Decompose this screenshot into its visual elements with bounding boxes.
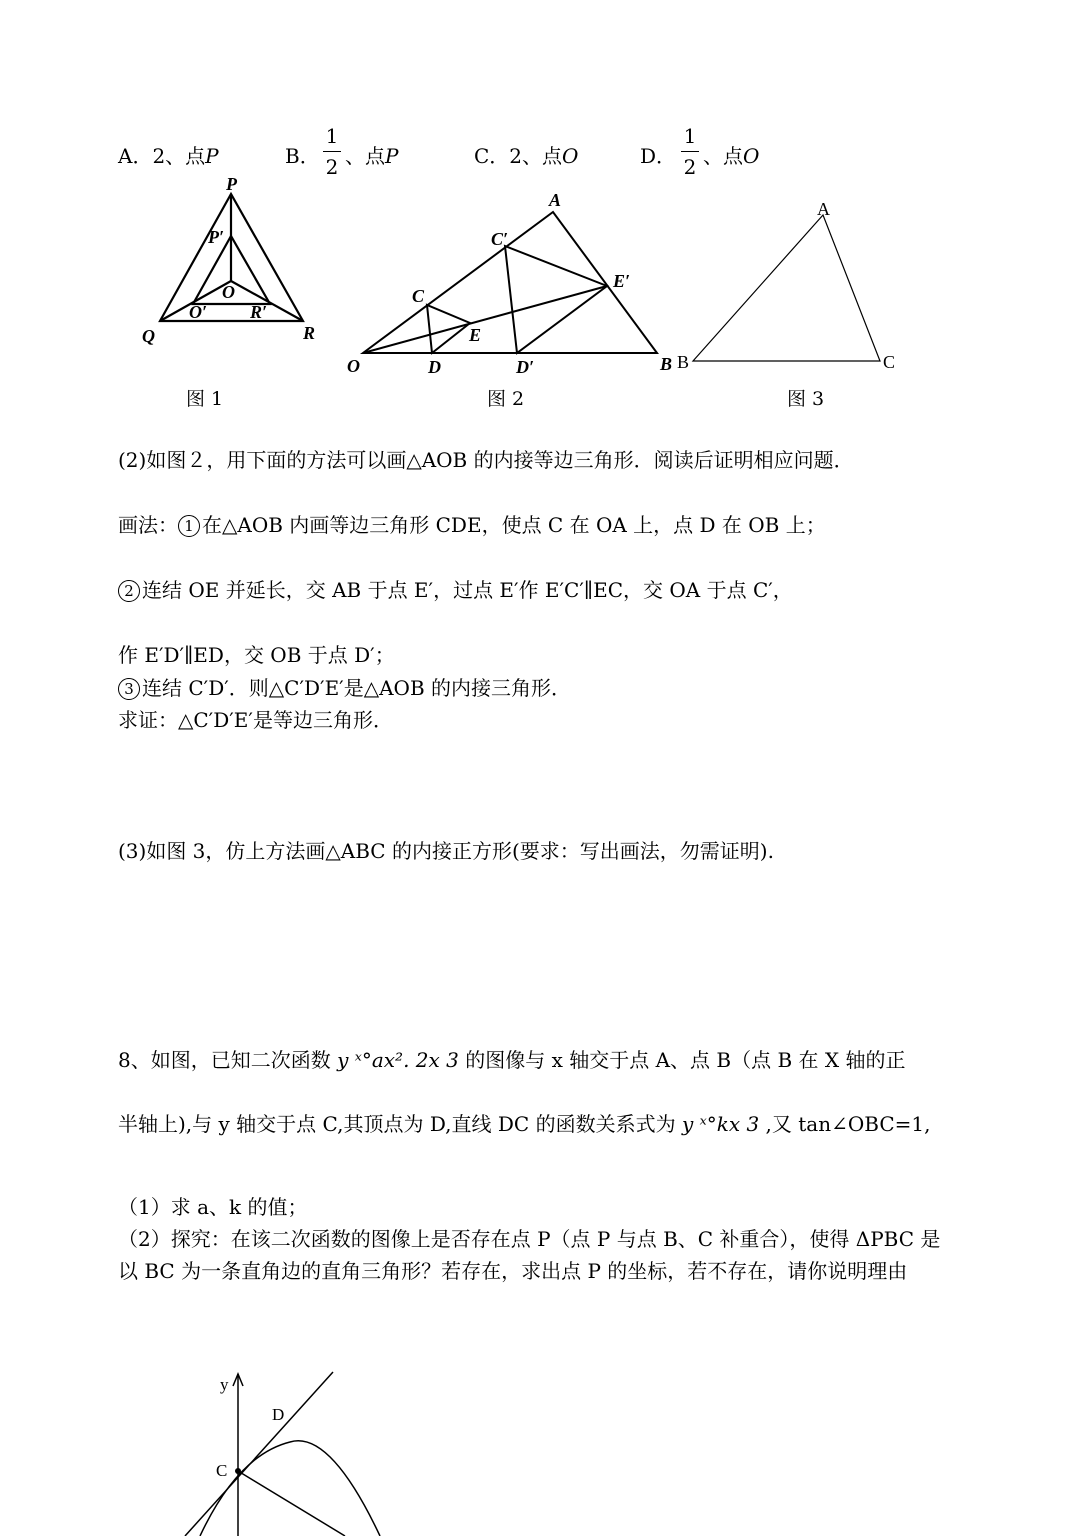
q8-line2-text-b: ,又 tan∠OBC=1,: [765, 1112, 931, 1136]
step1-prefix: 画法：: [118, 513, 178, 537]
graph-label-c: C: [216, 1461, 228, 1480]
part2-prove: 求证：△C′D′E′是等边三角形．: [118, 708, 393, 732]
q8-line1-formula: y ˣ°ax². 2x 3: [337, 1048, 459, 1072]
fig1-label-p: P: [226, 174, 237, 194]
fig1-label-p-prime: P′: [208, 227, 225, 247]
q8-sub2b: 以 BC 为一条直角边的直角三角形？若存在，求出点 P 的坐标，若不存在，请你说明理由: [118, 1259, 908, 1283]
step3-text: 连结 C′D′．则△C′D′E′是△AOB 的内接三角形．: [142, 676, 571, 700]
part3-text: (3)如图 3，仿上方法画△ABC 的内接正方形(要求：写出画法，勿需证明).: [118, 839, 774, 863]
fig2-label-e-prime: E′: [613, 271, 631, 291]
figure-1-caption: 图 1: [186, 388, 224, 410]
option-a-label: A．2、点: [118, 144, 206, 168]
fig2-label-o: O: [347, 356, 360, 376]
q8-line2-text-a: 半轴上),与 y 轴交于点 C,其顶点为 D,直线 DC 的函数关系式为: [118, 1112, 676, 1136]
fig1-label-o: O: [222, 282, 235, 302]
step1-text: 在△AOB 内画等边三角形 CDE，使点 C 在 OA 上，点 D 在 OB 上；: [202, 513, 826, 537]
fig3-label-c: C: [883, 352, 896, 372]
figure-3-caption: 图 3: [787, 388, 825, 410]
graph-label-y: y: [220, 1375, 229, 1394]
fig3-label-a: A: [817, 199, 830, 219]
part2-step1: [118, 512, 826, 538]
fig2-line-oe: [363, 286, 607, 353]
option-d-label: D．: [640, 144, 677, 168]
q8-line1-text-a: 8、如图，已知二次函数: [118, 1048, 331, 1072]
option-d-numerator: 1: [683, 124, 697, 148]
q8-graph: [0, 1360, 500, 1536]
option-c-label: C．2、点: [474, 144, 563, 168]
fig2-label-e: E: [469, 325, 482, 345]
fig1-label-o-prime: O′: [189, 302, 208, 322]
graph-line-dc: [185, 1372, 333, 1536]
fig2-label-d: D: [428, 357, 441, 377]
fig2-label-d-prime: D′: [516, 357, 535, 377]
option-d-denominator: 2: [683, 155, 697, 179]
q8-sub1: （1）求 a、k 的值；: [118, 1195, 308, 1219]
graph-label-d: D: [272, 1405, 285, 1424]
fig2-label-b: B: [660, 354, 673, 374]
option-d-point: O: [743, 144, 760, 168]
q8-line1-text-b: 的图像与 x 轴交于点 A、点 B（点 B 在 X 轴的正: [465, 1048, 906, 1072]
fig1-label-r-prime: R′: [250, 302, 268, 322]
figure-3-diagram: [693, 215, 880, 361]
graph-line-cb: [238, 1471, 345, 1536]
figure-2-caption: 图 2: [487, 388, 525, 410]
q8-line2-formula: y ˣ°kx 3: [681, 1112, 760, 1136]
step2-circled-number: 2: [118, 580, 140, 602]
part2-step2: [118, 577, 793, 603]
option-a-point: P: [205, 144, 219, 168]
fig2-label-a: A: [549, 190, 562, 210]
q8-sub2a: （2）探究：在该二次函数的图像上是否存在点 P（点 P 与点 B、C 补重合），使得 ΔPBC 是: [118, 1227, 941, 1251]
fig1-label-q: Q: [142, 326, 155, 346]
q8-line2: [118, 1111, 930, 1137]
option-d-text: 、点: [703, 144, 743, 168]
part2-step3: [118, 675, 571, 701]
part2-intro: (2)如图２，用下面的方法可以画△AOB 的内接等边三角形．阅读后证明相应问题．: [118, 448, 854, 472]
fig1-label-r: R: [303, 323, 316, 343]
option-b-denominator: 2: [325, 155, 339, 179]
part2-step2b: 作 E′D′∥ED，交 OB 于点 D′；: [118, 643, 395, 667]
option-b-label: B．: [285, 144, 320, 168]
option-b-point: P: [385, 144, 399, 168]
q8-line1: [118, 1047, 905, 1073]
step3-circled-number: 3: [118, 678, 140, 700]
step1-circled-number: 1: [178, 515, 200, 537]
step2-text: 连结 OE 并延长，交 AB 于点 E′，过点 E′作 E′C′∥EC，交 OA 于点 C′，: [142, 578, 793, 602]
option-c-point: O: [562, 144, 579, 168]
fig3-triangle-abc: [693, 215, 880, 361]
option-b-text: 、点: [345, 144, 385, 168]
graph-point-c: [235, 1468, 241, 1474]
fig2-label-c: C: [412, 286, 425, 306]
figures-1-3: [0, 0, 1087, 420]
option-b-numerator: 1: [325, 124, 339, 148]
fig2-label-c-prime: C′: [491, 229, 509, 249]
fig3-label-b: B: [677, 352, 690, 372]
